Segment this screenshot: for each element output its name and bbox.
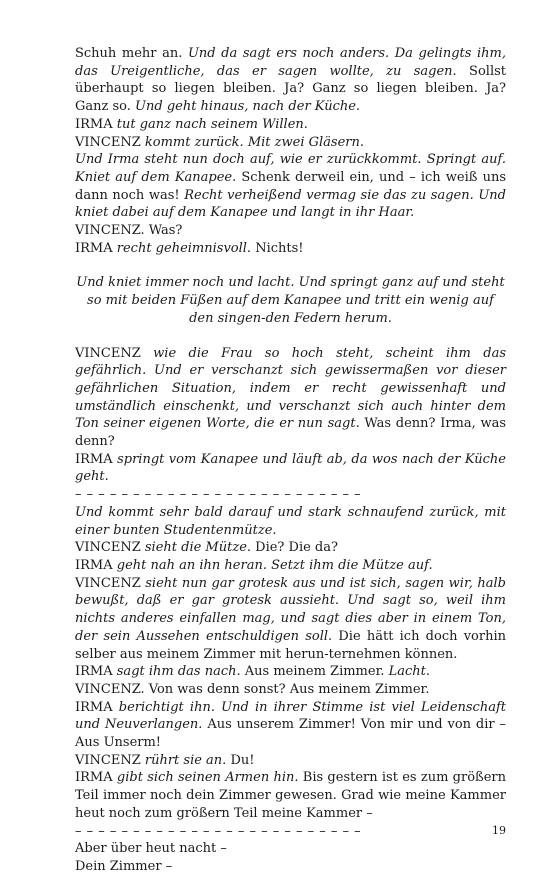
paragraph: [75, 504, 506, 539]
italic-text: berichtigt ihn. Und in ihrer Stimme ist viel Leidenschaft und Neuverlangen.: [75, 699, 506, 733]
italic-text: gibt sich seinen Armen hin.: [116, 770, 299, 786]
text: VINCENZ. Von was denn sonst? Aus meinem Zimmer.: [75, 681, 430, 697]
text: VINCENZ: [75, 540, 145, 556]
text: IRMA: [75, 451, 118, 467]
paragraph: [75, 663, 506, 681]
text: Aus unserem Zimmer! Von mir und von dir – Aus Unserm!: [75, 717, 507, 751]
text: IRMA: [75, 116, 117, 132]
italic-text: Und geht hinaus, nach der Küche.: [135, 99, 361, 115]
italic-text: recht geheimnisvoll.: [116, 240, 252, 256]
italic-text: Und kommt sehr bald darauf und stark schnaufend zurück, mit einer bunten Studentenmütze.: [75, 504, 506, 538]
text-block-end: [75, 840, 506, 875]
text: VINCENZ. Was?: [75, 223, 183, 239]
paragraph: [75, 575, 506, 664]
text: Dein Zimmer –: [75, 858, 173, 874]
text-block-low: [75, 504, 506, 823]
text: Die hätt ich doch vorhin selber aus meinem Zimmer mit herun-ternehmen können.: [75, 628, 506, 662]
italic-text: kommt zurück. Mit zwei Gläsern.: [144, 134, 364, 150]
paragraph: [75, 539, 506, 557]
paragraph: [75, 116, 506, 134]
stage-direction-centered: Und kniet immer noch und lacht. Und springt ganz auf und steht so mit beiden Füßen auf dem Kanapee und tritt ein wenig auf den singen-den Federn herum.: [76, 275, 505, 326]
text: Aber über heut nacht –: [75, 841, 227, 857]
text: VINCENZ: [75, 134, 145, 150]
paragraph: [75, 134, 506, 152]
italic-text: rührt sie an.: [144, 752, 227, 768]
dash-separator: – – – – – – – – – – – – – – – – – – – – – – – – –: [75, 487, 362, 503]
italic-text: Und Irma steht nun doch auf, wie er zurückkommt. Springt auf. Kniet auf dem Kanapee.: [75, 152, 506, 185]
italic-text: geht nah an ihn heran. Setzt ihm die Mütze auf.: [116, 557, 433, 573]
text: Aus meinem Zimmer.: [240, 664, 389, 680]
text: Schenk derweil ein, und – ich weiß uns dann noch was!: [75, 169, 506, 203]
paragraph: [75, 752, 506, 770]
paragraph: [75, 240, 506, 258]
text: IRMA: [75, 664, 117, 680]
paragraph: [75, 858, 506, 876]
text: Was denn? Irma, was denn?: [75, 416, 506, 450]
italic-text: sieht nun gar grotesk aus und ist sich, sagen wir, halb bewußt, daß er gar grotesk aussieht. Und sagt so, weil ihm nichts anderes einfallen mag, und sagt dies aber in einem Ton, der sein Aussehen entschuldigen soll.: [75, 575, 506, 644]
text: VINCENZ: [75, 345, 154, 361]
italic-text: sagt ihm das nach.: [116, 664, 241, 680]
text: VINCENZ: [75, 575, 146, 591]
text: Bis gestern ist es zum größern Teil immer noch dein Zimmer gewesen. Grad wie meine Kammer heut noch zum größern Teil meine Kammer –: [75, 770, 506, 821]
text: VINCENZ: [75, 752, 145, 768]
paragraph: [75, 45, 506, 116]
text: IRMA: [75, 770, 117, 786]
text-block-top: [75, 45, 506, 257]
text: Schuh mehr an.: [75, 46, 188, 61]
dash-separator: – – – – – – – – – – – – – – – – – – – – – – – – –: [75, 823, 362, 839]
italic-text: Recht verheißend vermag sie das zu sagen. Und kniet dabei auf dem Kanapee und langt in ihr Haar.: [75, 187, 506, 221]
italic-text: Und da sagt ers noch anders. Da gelingts ihm, das Ureigentliche, das er sagen wollte, zu sagen.: [75, 46, 506, 79]
italic-text: Lacht.: [388, 664, 431, 680]
italic-text: wie die Frau so hoch steht, scheint ihm das gefährlich. Und er verschanzt sich gewissermaßen vor dieser gefährlichen Situation, indem er recht gewissenhaft und umständlich einschenkt, und verschanzt sich auch hinter dem Ton seiner eigenen Worte, die er nun sagt.: [75, 345, 507, 432]
text-block-mid: [75, 345, 506, 487]
paragraph: [75, 681, 506, 699]
paragraph: [75, 699, 506, 752]
text: IRMA: [75, 557, 117, 573]
paragraph: [75, 345, 506, 451]
text: Du!: [226, 752, 255, 768]
text: IRMA: [75, 699, 119, 715]
text: Nichts!: [251, 240, 304, 256]
text: IRMA: [75, 240, 117, 256]
italic-text: sieht die Mütze.: [144, 540, 252, 556]
paragraph: [75, 151, 506, 222]
paragraph: [75, 451, 506, 486]
italic-text: springt vom Kanapee und läuft ab, da wos nach der Küche geht.: [75, 451, 506, 485]
paragraph: [75, 222, 506, 240]
italic-text: tut ganz nach seinem Willen.: [116, 116, 308, 132]
paragraph: [75, 557, 506, 575]
text: Sollst überhaupt so liegen bleiben. Ja? Ganz so liegen bleiben. Ja? Ganz so.: [75, 63, 506, 115]
page-number: 19: [492, 824, 506, 837]
paragraph: [75, 840, 506, 858]
paragraph: [75, 769, 506, 822]
text: Die? Die da?: [251, 540, 338, 556]
